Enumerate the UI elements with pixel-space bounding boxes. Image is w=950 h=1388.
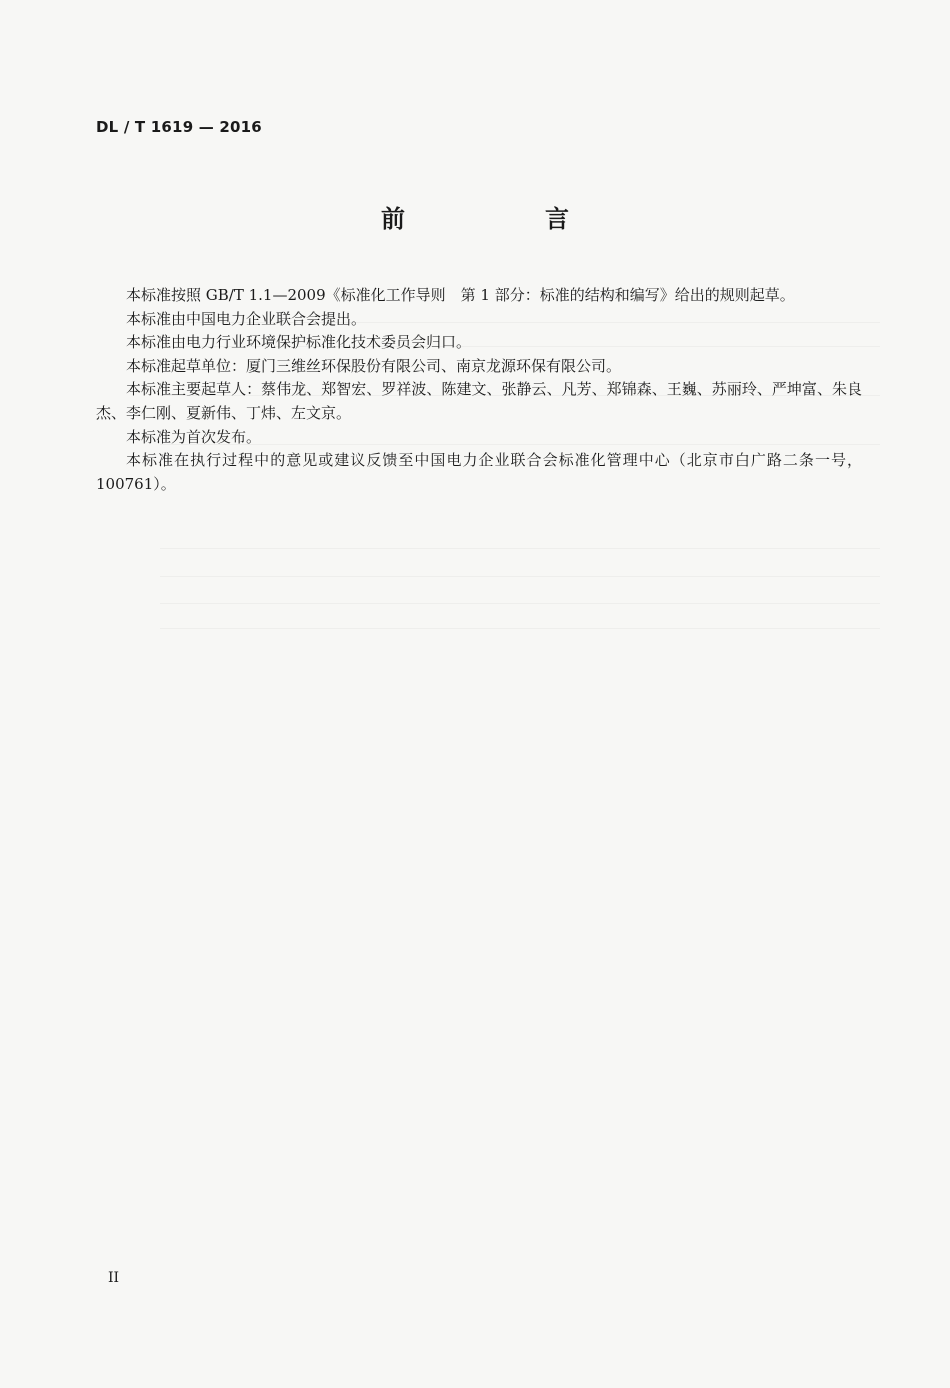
paragraph-main-drafters: 本标准主要起草人：蔡伟龙、郑智宏、罗祥波、陈建文、张静云、凡芳、郑锦森、王巍、苏丽玲、严坤富、朱良杰、李仁刚、夏新伟、丁炜、左文京。	[96, 380, 862, 422]
page-number: II	[108, 1270, 120, 1286]
bleed-through-line	[160, 576, 880, 577]
paragraph-feedback: 本标准在执行过程中的意见或建议反馈至中国电力企业联合会标准化管理中心（北京市白广路二条一号，100761）。	[96, 451, 862, 493]
paragraph-first-release: 本标准为首次发布。	[126, 427, 262, 446]
foreword-body	[96, 284, 862, 496]
standard-code: DL / T 1619 — 2016	[96, 118, 262, 136]
bleed-through-line	[160, 548, 880, 549]
page-title: 前 言	[381, 205, 627, 233]
paragraph-under-jurisdiction: 本标准由电力行业环境保护标准化技术委员会归口。	[126, 333, 472, 352]
bleed-through-line	[160, 628, 880, 629]
bleed-through-line	[160, 603, 880, 604]
paragraph-drafting-units: 本标准起草单位：厦门三维丝环保股份有限公司、南京龙源环保有限公司。	[126, 356, 622, 375]
paragraph-drafting-rules: 本标准按照 GB/T 1.1—2009《标准化工作导则 第 1 部分：标准的结构和编写》给出的规则起草。	[126, 286, 795, 304]
paragraph-proposed-by: 本标准由中国电力企业联合会提出。	[126, 309, 367, 328]
